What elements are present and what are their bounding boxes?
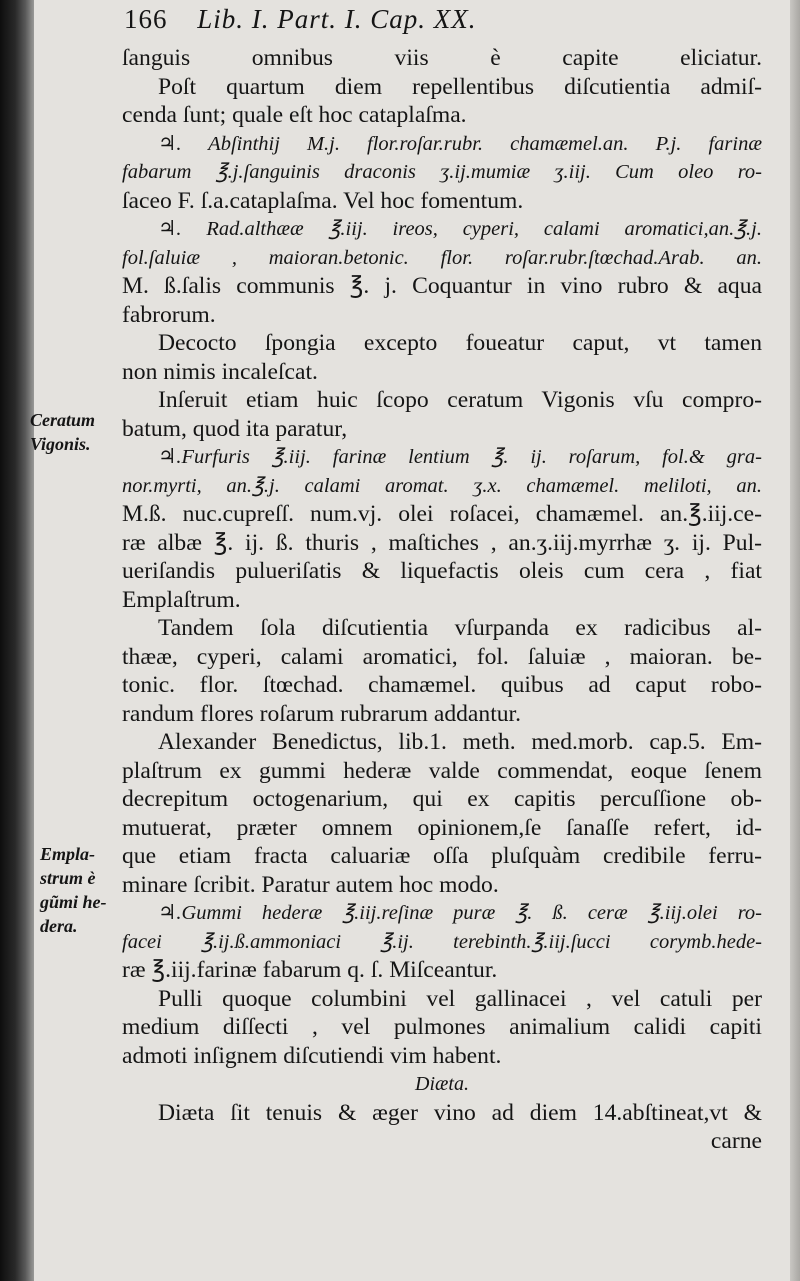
page-edge bbox=[790, 0, 800, 1281]
recipe-line: ♃.Gummi hederæ ℥.iij.reſinæ puræ ℥. ß. ceræ ℥.iij.olei ro- bbox=[158, 902, 762, 924]
text-line: thææ, cyperi, calami aromatici, fol. ſaluiæ , maioran. be- bbox=[122, 643, 762, 670]
text-line: non nimis incaleſcat. bbox=[122, 358, 318, 385]
text-line: Tandem ſola diſcutientia vſurpanda ex radicibus al- bbox=[158, 615, 762, 641]
text-line: admoti inſignem diſcutiendi vim habent. bbox=[122, 1042, 502, 1069]
recipe-line: facei ℥.ij.ß.ammoniaci ℥.ij. terebinth.℥.iij.ſucci corymb.hede- bbox=[122, 930, 762, 953]
text-line: cenda ſunt; quale eſt hoc cataplaſma. bbox=[122, 102, 467, 128]
text-line: Decocto ſpongia excepto foueatur caput, vt tamen bbox=[158, 330, 762, 356]
text-line: Diæta ſit tenuis & æger vino ad diem 14.abſtineat,vt & bbox=[158, 1099, 762, 1126]
text-line: decrepitum octogenarium, qui ex capitis percuſſione ob- bbox=[122, 786, 762, 812]
recipe-line: ♃. Abſinthij M.j. flor.roſar.rubr. chamæmel.an. P.j. farinæ bbox=[158, 132, 762, 155]
margin-note-ceratum bbox=[30, 408, 122, 456]
recipe-line: fabrorum. bbox=[122, 301, 216, 328]
catchword: carne bbox=[710, 1128, 762, 1154]
recipe-line: ræ albæ ℥. ij. ß. thuris , maſtiches , an.ʒ.iij.myrrhæ ʒ. ij. Pul- bbox=[122, 529, 762, 556]
running-title: Lib. I. Part. I. Cap. XX. bbox=[197, 4, 477, 34]
recipe-line: ♃.Furfuris ℥.iij. farinæ lentium ℥. ij. roſarum, fol.& gra- bbox=[158, 446, 762, 468]
text-line: ſanguis omnibus viis è capite eliciatur. bbox=[122, 45, 762, 71]
running-header bbox=[124, 4, 477, 35]
margin-note-line: Vigonis. bbox=[30, 434, 91, 454]
margin-note-line: Ceratum bbox=[30, 410, 96, 430]
text-line: Inſeruit etiam huic ſcopo ceratum Vigonis vſu compro- bbox=[158, 387, 762, 413]
text-line: minare ſcribit. Paratur autem hoc modo. bbox=[122, 871, 499, 898]
recipe-line: fabarum ℥.j.ſanguinis draconis ʒ.ij.mumiæ ʒ.iij. Cum oleo ro- bbox=[122, 161, 762, 183]
text-line: Poſt quartum diem repellentibus diſcutientia admiſ- bbox=[158, 73, 762, 100]
text-line: randum flores roſarum rubrarum addantur. bbox=[122, 700, 521, 727]
recipe-line: M. ß.ſalis communis ℥. j. Coquantur in vino rubro & aqua bbox=[122, 273, 762, 299]
recipe-line: ♃. Rad.althææ ℥.iij. ireos, cyperi, calami aromatici,an.℥.j. bbox=[158, 218, 762, 240]
recipe-line: ueriſandis pulueriſatis & liquefactis oleis cum cera , fiat bbox=[122, 558, 762, 584]
text-line: Alexander Benedictus, lib.1. meth. med.morb. cap.5. Em- bbox=[158, 729, 762, 755]
recipe-line: fol.ſaluiæ , maioran.betonic. flor. roſar.rubr.ſtœchad.Arab. an. bbox=[122, 246, 762, 269]
recipe-line: Emplaſtrum. bbox=[122, 586, 241, 613]
section-heading: Diæta. bbox=[415, 1073, 469, 1095]
text-line: que etiam fracta caluariæ oſſa pluſquàm credibile ferru- bbox=[122, 843, 762, 869]
margin-note-line: gũmi he- bbox=[40, 892, 107, 912]
recipe-line: M.ß. nuc.cupreſſ. num.vj. olei roſacei, chamæmel. an.℥.iij.ce- bbox=[122, 501, 762, 527]
book-spine-shadow bbox=[0, 0, 34, 1281]
margin-note-line: Empla- bbox=[40, 844, 96, 864]
page-number: 166 bbox=[124, 4, 168, 34]
text-line: mutuerat, præter omnem opinionem,ſe ſanaſſe refert, id- bbox=[122, 814, 762, 841]
text-line: tonic. flor. ſtœchad. chamæmel. quibus ad caput robo- bbox=[122, 672, 762, 698]
recipe-line: nor.myrti, an.℥.j. calami aromat. ʒ.x. chamæmel. meliloti, an. bbox=[122, 474, 762, 497]
text-line: plaſtrum ex gummi hederæ valde commendat, eoque ſenem bbox=[122, 757, 762, 784]
page-body bbox=[122, 44, 762, 1156]
margin-note-line: strum è bbox=[40, 868, 96, 888]
text-line: batum, quod ita paratur, bbox=[122, 415, 348, 442]
text-line: Pulli quoque columbini vel gallinacei , vel catuli per bbox=[158, 985, 762, 1012]
recipe-line: ſaceo F. ſ.a.cataplaſma. Vel hoc fomentum. bbox=[122, 187, 524, 214]
margin-note-line: dera. bbox=[40, 916, 78, 936]
recipe-line: ræ ℥.iij.farinæ fabarum q. ſ. Miſceantur. bbox=[122, 957, 498, 983]
text-line: medium diſſecti , vel pulmones animalium calidi capiti bbox=[122, 1014, 762, 1040]
margin-note-emplastrum bbox=[40, 842, 132, 938]
